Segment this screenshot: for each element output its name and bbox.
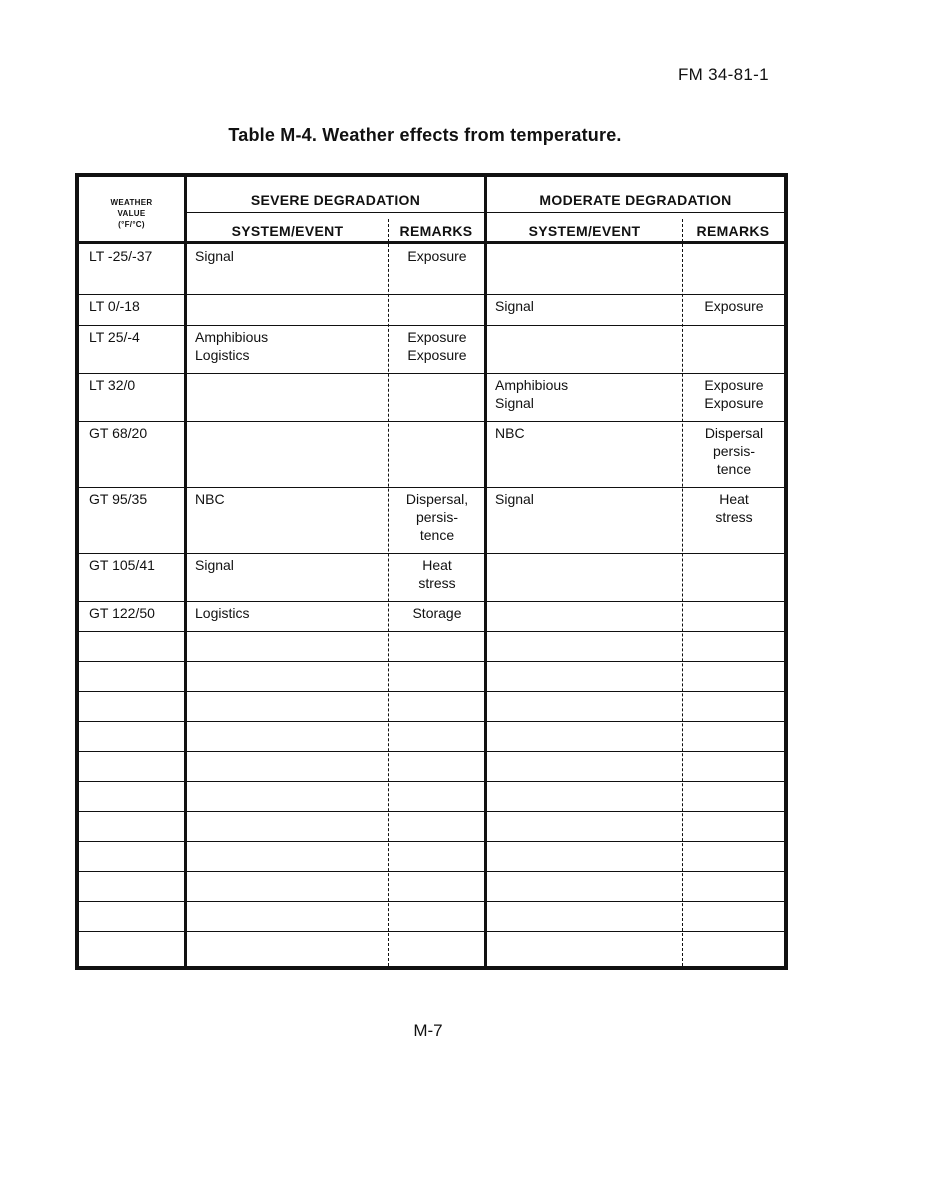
row-divider <box>79 373 784 374</box>
moderate-degradation-header: MODERATE DEGRADATION <box>539 192 732 208</box>
weather-value-cell: GT 122/50 <box>89 605 155 621</box>
page-number: M-7 <box>413 1021 443 1040</box>
weather-value-cell: LT -25/-37 <box>89 248 153 264</box>
header-divider <box>187 212 784 213</box>
severe-remarks-cell: Exposure <box>407 248 467 264</box>
moderate-remarks-header: REMARKS <box>696 223 770 239</box>
row-divider <box>79 841 784 842</box>
weather-value-cell: LT 25/-4 <box>89 329 140 345</box>
severe-system-cell: Signal <box>195 557 234 573</box>
row-divider <box>79 751 784 752</box>
row-divider <box>79 781 784 782</box>
weather-value-cell: GT 95/35 <box>89 491 148 507</box>
row-divider <box>79 631 784 632</box>
column-divider <box>184 177 187 966</box>
weather-value-cell: LT 32/0 <box>89 377 136 393</box>
header-bottom-rule <box>79 241 784 244</box>
table-grid <box>79 177 784 966</box>
severe-system-cell: Logistics <box>195 605 250 621</box>
row-divider <box>79 871 784 872</box>
row-divider <box>79 901 784 902</box>
severe-remarks-cell: Dispersal, persis- tence <box>405 491 469 543</box>
column-divider-dashed <box>682 219 683 966</box>
severe-remarks-cell: Heat stress <box>418 557 456 591</box>
weather-effects-table <box>75 173 788 970</box>
weather-value-cell: LT 0/-18 <box>89 298 140 314</box>
moderate-remarks-cell: Dispersal persis- tence <box>704 425 764 477</box>
column-divider <box>484 177 487 966</box>
moderate-system-cell: Amphibious Signal <box>495 377 569 411</box>
row-divider <box>79 601 784 602</box>
row-divider <box>79 931 784 932</box>
table-title: Table M-4. Weather effects from temperature. <box>228 125 622 145</box>
severe-system-cell: Amphibious Logistics <box>195 329 269 363</box>
weather-value-cell: GT 68/20 <box>89 425 148 441</box>
row-divider <box>79 421 784 422</box>
severe-remarks-cell: Exposure Exposure <box>407 329 467 363</box>
moderate-remarks-cell: Exposure Exposure <box>704 377 764 411</box>
row-divider <box>79 553 784 554</box>
moderate-system-cell: Signal <box>495 298 534 314</box>
row-divider <box>79 294 784 295</box>
severe-degradation-header: SEVERE DEGRADATION <box>250 192 421 208</box>
row-divider <box>79 721 784 722</box>
moderate-system-cell: NBC <box>495 425 525 441</box>
moderate-system-event-header: SYSTEM/EVENT <box>528 223 641 239</box>
moderate-remarks-cell: Heat stress <box>715 491 753 525</box>
weather-value-cell: GT 105/41 <box>89 557 155 573</box>
row-divider <box>79 691 784 692</box>
row-divider <box>79 325 784 326</box>
row-divider <box>79 811 784 812</box>
document-code: FM 34-81-1 <box>678 65 769 84</box>
severe-system-cell: NBC <box>195 491 225 507</box>
severe-system-cell: Signal <box>195 248 234 264</box>
row-divider <box>79 661 784 662</box>
severe-remarks-cell: Storage <box>412 605 462 621</box>
moderate-system-cell: Signal <box>495 491 534 507</box>
row-divider <box>79 487 784 488</box>
severe-system-event-header: SYSTEM/EVENT <box>231 223 344 239</box>
weather-value-header: WEATHER VALUE (°F/°C) <box>110 198 153 229</box>
severe-remarks-header: REMARKS <box>399 223 473 239</box>
column-divider-dashed <box>388 219 389 966</box>
moderate-remarks-cell: Exposure <box>704 298 764 314</box>
